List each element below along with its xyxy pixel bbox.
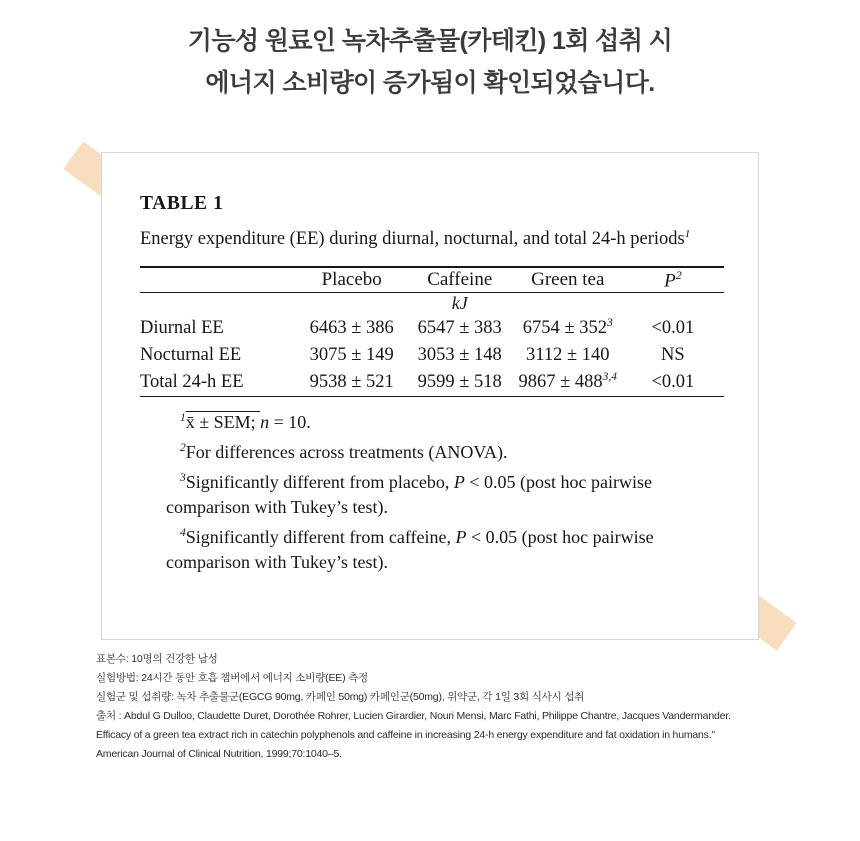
row-label: Diurnal EE <box>140 317 224 338</box>
source-citation-title: Efficacy of a green tea extract rich in catechin polyphenols and caffeine in increasing 24-h energy expenditure and fat oxidation in humans." <box>96 729 715 741</box>
source-groups: 실험군 및 섭취량: 녹차 추출물군(EGCG 90mg, 카페인 50mg) 카페인군(50mg), 위약군, 각 1일 3회 식사시 섭취 <box>96 691 585 703</box>
table-header-row <box>140 268 724 293</box>
source-citation-journal: American Journal of Clinical Nutrition, 1999;70:1040–5. <box>96 748 342 760</box>
table-caption <box>140 221 724 252</box>
cell-placebo: 9538 ± 521 <box>309 371 394 392</box>
header-blank-cell <box>140 268 298 293</box>
table-figure <box>140 193 724 576</box>
footnote-text-post: = 10. <box>269 411 311 432</box>
footnote-item <box>166 466 724 520</box>
cell-placebo: 6463 ± 386 <box>309 317 394 338</box>
header-p-value <box>622 268 724 293</box>
table-caption-footnote-marker: 1 <box>684 228 691 240</box>
footnote-item <box>166 436 724 465</box>
cell-p-value: <0.01 <box>651 317 695 338</box>
row-label: Nocturnal EE <box>140 344 242 365</box>
header-p-footnote-marker: 2 <box>675 268 682 283</box>
cell-green-tea <box>514 369 622 397</box>
cell-caffeine: 9599 ± 518 <box>417 371 502 392</box>
footnote-text-pre: x̄ ± SEM; <box>185 411 261 432</box>
footnote-text-italic: P <box>455 526 467 547</box>
row-label: Total 24-h EE <box>140 371 244 392</box>
cell-green-tea <box>514 314 622 341</box>
table-row <box>140 314 724 341</box>
footnote-item <box>166 521 724 575</box>
cell-placebo: 3075 ± 149 <box>309 344 394 365</box>
footnote-marker: 1 <box>180 411 186 424</box>
table-footnotes <box>140 406 724 575</box>
header-placebo: Placebo <box>321 269 382 291</box>
footnote-text-pre: For differences across treatments (ANOVA). <box>185 441 508 462</box>
headline-line-1: 기능성 원료인 녹차추출물(카테킨) 1회 섭취 시 <box>187 27 673 55</box>
cell-green-tea-value: 3112 ± 140 <box>526 345 610 366</box>
figure-card-wrapper <box>101 152 759 640</box>
footnote-item <box>166 406 724 435</box>
table-row <box>140 369 724 397</box>
table-label: TABLE 1 <box>140 193 224 214</box>
source-method: 실험방법: 24시간 동안 호흡 챔버에서 에너지 소비량(EE) 측정 <box>96 672 368 684</box>
source-citation-authors: 출처 : Abdul G Dulloo, Claudette Duret, Dorothée Rohrer, Lucien Girardier, Nouri Mensi, Marc Fathi, Philippe Chantre, Jacques Vandermander. <box>96 710 731 722</box>
table-row <box>140 342 724 369</box>
table-rule-bottom <box>140 396 724 397</box>
table-caption-text: Energy expenditure (EE) during diurnal, nocturnal, and total 24-h periods <box>140 229 685 250</box>
cell-caffeine: 3053 ± 148 <box>417 344 502 365</box>
cell-green-tea <box>514 342 622 369</box>
footnote-marker: 2 <box>180 441 186 454</box>
figure-card <box>101 152 759 640</box>
cell-green-tea-value: 6754 ± 352 <box>522 318 607 339</box>
cell-green-tea-marker: 3,4 <box>602 371 618 384</box>
source-notes <box>96 650 796 764</box>
page-headline <box>0 0 860 104</box>
header-caffeine: Caffeine <box>427 269 493 291</box>
table-units-label: kJ <box>451 293 468 314</box>
source-sample-size: 표본수: 10명의 건강한 남성 <box>96 653 218 665</box>
footnote-marker: 3 <box>180 471 186 484</box>
cell-p-value: NS <box>661 344 685 365</box>
cell-caffeine: 6547 ± 383 <box>417 317 502 338</box>
footnote-text-post: < 0.05 (post hoc pairwise comparison with Tukey’s test). <box>166 471 652 517</box>
cell-green-tea-value: 9867 ± 488 <box>518 372 603 393</box>
footnote-text-pre: Significantly different from placebo, <box>185 471 454 492</box>
header-green-tea: Green tea <box>531 269 605 291</box>
table-units-row <box>140 293 724 314</box>
header-p-symbol: P <box>664 270 676 292</box>
footnote-text-italic: n <box>260 411 270 432</box>
cell-p-value: <0.01 <box>651 371 695 392</box>
footnote-text-post: < 0.05 (post hoc pairwise comparison with Tukey’s test). <box>166 526 654 572</box>
energy-expenditure-table <box>140 266 724 397</box>
footnote-text-italic: P <box>453 471 465 492</box>
footnote-text-pre: Significantly different from caffeine, <box>185 526 456 547</box>
footnote-marker: 4 <box>180 526 186 539</box>
headline-line-2: 에너지 소비량이 증가됨이 확인되었습니다. <box>205 69 655 97</box>
cell-green-tea-marker: 3 <box>606 316 613 329</box>
